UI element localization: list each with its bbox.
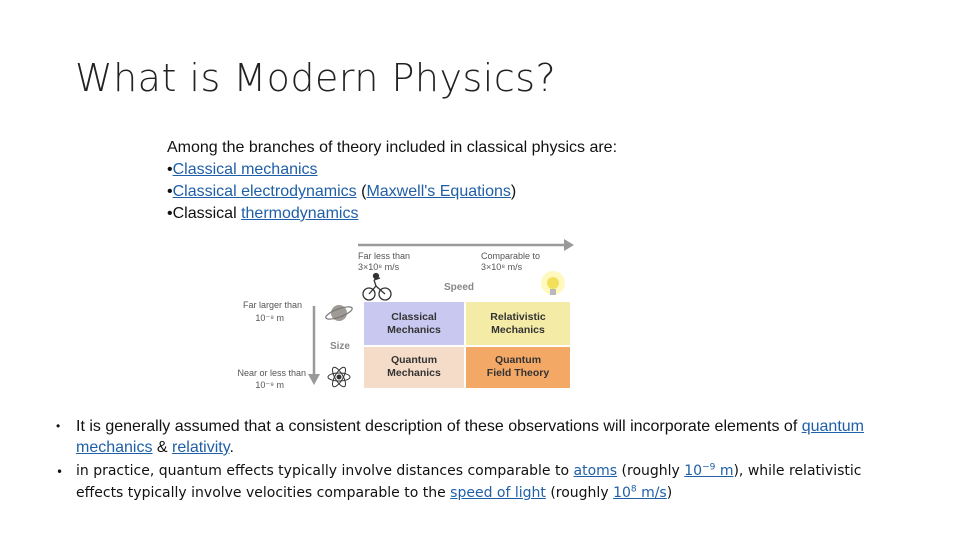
- bullet2-text-a: in practice, quantum effects typically involve distances comparable to: [76, 463, 574, 479]
- speed-unit: m/s: [636, 485, 667, 501]
- bullet-glyph: •: [167, 205, 173, 222]
- length-base: 10: [684, 463, 703, 479]
- link-maxwells-equations[interactable]: Maxwell's Equations: [366, 183, 511, 200]
- bullet2-text-b: (roughly: [617, 463, 685, 479]
- intro-line3-prefix: Classical: [172, 205, 242, 222]
- bullet-in-practice: [56, 460, 906, 504]
- size-small-label-2: 10⁻⁹ m: [255, 380, 284, 390]
- speed-base: 10: [613, 485, 631, 501]
- speed-low-label-1: Far less than: [358, 251, 411, 261]
- size-large-label-2: 10⁻⁹ m: [255, 313, 284, 323]
- link-classical-electrodynamics[interactable]: Classical electrodynamics: [172, 183, 357, 200]
- bullet1-period: .: [229, 439, 234, 456]
- cell-rm-line2: Mechanics: [491, 324, 545, 336]
- bullet2-text-c: ), while relativistic effects typically involve velocities comparable to the: [76, 463, 862, 501]
- link-relativity[interactable]: relativity: [172, 439, 230, 456]
- size-large-label-1: Far larger than: [242, 300, 302, 310]
- speed-axis-arrow: [358, 239, 574, 251]
- link-quantum-mechanics[interactable]: quantum mechanics: [76, 418, 864, 456]
- cell-qft-line2: Field Theory: [486, 367, 550, 379]
- physics-domains-diagram: [228, 236, 578, 394]
- bullet-glyph: •: [167, 183, 173, 200]
- size-axis-label: Size: [329, 341, 351, 352]
- speed-exponent: 8: [630, 484, 637, 495]
- intro-line2-paren-open: (: [356, 183, 367, 200]
- link-length-scale[interactable]: [684, 463, 733, 479]
- intro-block: [167, 137, 617, 225]
- cell-qm-line2: Mechanics: [387, 367, 441, 379]
- speed-high-label-1: Comparable to: [481, 251, 541, 261]
- cell-qft-line1: Quantum: [494, 354, 542, 366]
- cell-cm-line2: Mechanics: [387, 324, 441, 336]
- bicycle-icon: [363, 274, 391, 301]
- size-small-label-1: Near or less than: [237, 368, 306, 378]
- link-speed-of-light[interactable]: speed of light: [450, 485, 546, 501]
- bullet-glyph: •: [56, 465, 64, 479]
- length-unit: m: [715, 463, 734, 479]
- link-thermodynamics[interactable]: thermodynamics: [241, 205, 359, 222]
- intro-line-electrodynamics: [167, 181, 617, 203]
- bullet-glyph: •: [56, 419, 61, 433]
- cell-rm-line1: Relativistic: [490, 311, 546, 323]
- bullet2-text-e: ): [666, 485, 673, 501]
- cell-qm-line1: Quantum: [390, 354, 438, 366]
- intro-heading: Among the branches of theory included in classical physics are:: [167, 139, 618, 156]
- bullet-consistent-description: [56, 416, 906, 458]
- lightbulb-icon: [541, 271, 565, 295]
- bullet1-ampersand: &: [152, 439, 173, 456]
- planet-icon: [324, 304, 353, 321]
- speed-high-label-2: 3×10⁸ m/s: [481, 262, 523, 272]
- link-atoms[interactable]: atoms: [573, 463, 618, 479]
- cell-cm-line1: Classical: [391, 311, 437, 323]
- bullet-glyph: •: [167, 161, 173, 178]
- intro-line-classical-mechanics: [167, 159, 617, 181]
- intro-line2-paren-close: ): [510, 183, 517, 200]
- speed-low-label-2: 3×10⁸ m/s: [358, 262, 400, 272]
- link-speed-scale[interactable]: [613, 485, 667, 501]
- bullet2-text-d: (roughly: [545, 485, 614, 501]
- atom-icon: [328, 365, 350, 388]
- bullet1-text: It is generally assumed that a consistent description of these observations will incorporate elements of: [76, 418, 802, 435]
- speed-axis-label: Speed: [444, 282, 475, 293]
- link-classical-mechanics[interactable]: Classical mechanics: [172, 161, 318, 178]
- length-exponent: −9: [702, 462, 716, 473]
- bullet-in-practice-text: [76, 460, 906, 504]
- bullet-consistent-description-text: [76, 416, 906, 458]
- size-axis-arrow: [308, 306, 320, 385]
- intro-line-thermodynamics: [167, 203, 617, 225]
- slide-title: What is Modern Physics?: [75, 56, 557, 100]
